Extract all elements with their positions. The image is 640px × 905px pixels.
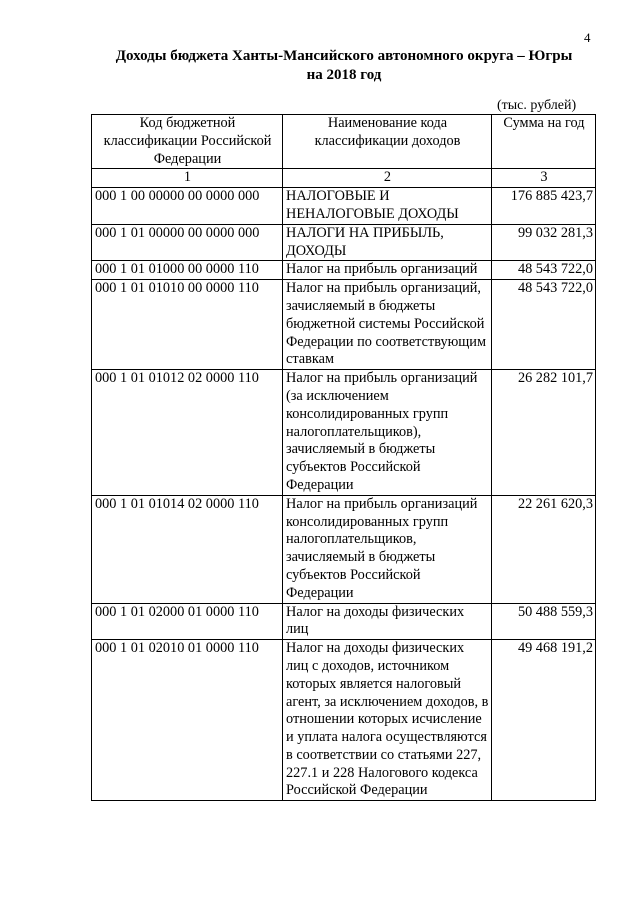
row-name: НАЛОГИ НА ПРИБЫЛЬ, ДОХОДЫ [283,224,492,261]
header-sum: Сумма на год [492,115,596,169]
row-name: Налог на прибыль организаций [283,261,492,280]
table-row [92,370,596,496]
header-name: Наименование кода классификации доходов [283,115,492,169]
table-row [92,603,596,640]
document-title [90,47,598,85]
table-row [92,188,596,225]
table-row [92,224,596,261]
column-number-3: 3 [492,169,596,188]
row-name: НАЛОГОВЫЕ И НЕНАЛОГОВЫЕ ДОХОДЫ [283,188,492,225]
row-code: 000 1 01 00000 00 0000 000 [92,224,283,261]
row-sum: 176 885 423,7 [492,188,596,225]
row-name: Налог на прибыль организаций, зачисляемый в бюджеты бюджетной системы Российской Федерации по соответствующим ставкам [283,280,492,370]
row-name: Налог на прибыль организаций консолидированных групп налогоплательщиков, зачисляемый в бюджеты субъектов Российской Федерации [283,495,492,603]
document-title-line-2: на 2018 год [306,67,382,83]
table-row [92,495,596,603]
row-name: Налог на прибыль организаций (за исключением консолидированных групп налогоплательщиков), зачисляемый в бюджеты субъектов Российской Федерации [283,370,492,496]
units-note: (тыс. рублей) [497,98,577,113]
row-code: 000 1 01 01000 00 0000 110 [92,261,283,280]
row-name: Налог на доходы физических лиц [283,603,492,640]
row-sum: 49 468 191,2 [492,640,596,801]
row-sum: 22 261 620,3 [492,495,596,603]
row-code: 000 1 01 01012 02 0000 110 [92,370,283,496]
row-sum: 99 032 281,3 [492,224,596,261]
row-sum: 48 543 722,0 [492,261,596,280]
column-number-row [92,169,596,188]
column-number-1: 1 [92,169,283,188]
row-sum: 48 543 722,0 [492,280,596,370]
row-code: 000 1 01 01010 00 0000 110 [92,280,283,370]
page-number: 4 [584,30,591,45]
table-header-row [92,115,596,169]
row-code: 000 1 01 01014 02 0000 110 [92,495,283,603]
header-code: Код бюджетной классификации Российской Федерации [92,115,283,169]
table-row [92,280,596,370]
row-name: Налог на доходы физических лиц с доходов, источником которых является налоговый агент, за исключением доходов, в отношении которых исчисление и уплата налога осуществляются в соответствии со статьями 227, 227.1 и 228 Налогового кодекса Российской Федерации [283,640,492,801]
table-row [92,261,596,280]
row-code: 000 1 01 02000 01 0000 110 [92,603,283,640]
revenue-table [91,114,596,801]
row-code: 000 1 00 00000 00 0000 000 [92,188,283,225]
table-row [92,640,596,801]
row-sum: 50 488 559,3 [492,603,596,640]
row-sum: 26 282 101,7 [492,370,596,496]
document-title-line-1: Доходы бюджета Ханты-Мансийского автономного округа – Югры [115,48,573,64]
column-number-2: 2 [283,169,492,188]
row-code: 000 1 01 02010 01 0000 110 [92,640,283,801]
